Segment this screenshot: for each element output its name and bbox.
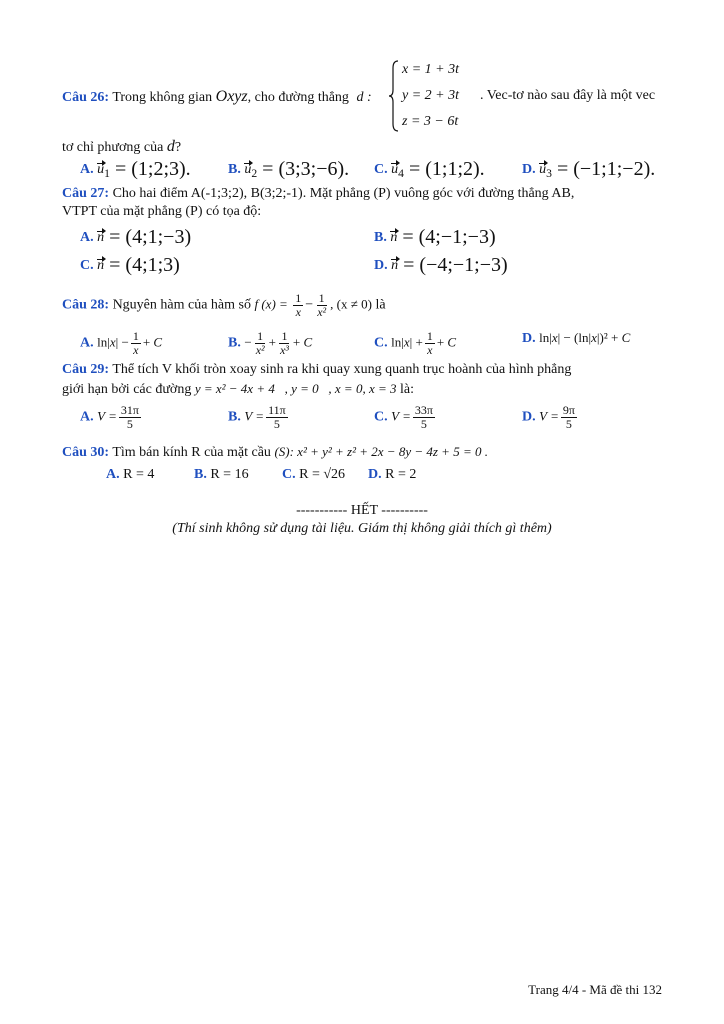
q28-tail: là <box>375 297 386 313</box>
q28-func: f (x) = <box>254 296 288 312</box>
q27-option-a[interactable]: A. n = (4;1;−3) <box>80 226 192 248</box>
q27-option-d[interactable]: D. n = (−4;−1;−3) <box>374 254 508 276</box>
q26-stem-line2 <box>62 138 662 156</box>
q29-stem-line2 <box>62 381 662 398</box>
q28-option-b[interactable]: B. − $\frac{1}{\text{x²}}$ + $\frac{1}{\text{x³}}$ + C <box>228 329 313 357</box>
q26-space: Oxyz <box>215 88 248 105</box>
q30-label: Câu 30: <box>62 445 110 460</box>
q29-tail: là: <box>399 382 414 397</box>
q30-text: Tìm bán kính R của mặt cầu <box>112 445 271 460</box>
q26-option-b[interactable]: B. $u_2$ = (3;3;−6). <box>228 158 350 180</box>
end-note: (Thí sinh không sử dụng tài liệu. Giám thị không giải thích gì thêm) <box>172 521 552 536</box>
q28-option-c[interactable]: C. ln|x| + $\frac{1}{x}$ + C <box>374 329 457 357</box>
q26-option-a[interactable]: A. $u_1$ = (1;2;3). <box>80 158 191 180</box>
q28-option-a[interactable]: A. ln|x| − $\frac{1}{x}$ + C <box>80 329 163 357</box>
q26-line2-end: ? <box>174 140 182 155</box>
q27-label: Câu 27: <box>62 186 110 201</box>
q29-option-c[interactable]: C. V = $\frac{33\pi}{5}$ <box>374 403 433 431</box>
q27-stem-line2: VTPT của mặt phẳng (P) có tọa độ: <box>62 204 262 219</box>
q28-stem: Câu 28: Nguyên hàm của hàm số f (x) = $\frac{1}{x}$ − $\frac{1}{\text{x²}}$ , (x ≠ 0) là <box>62 291 386 319</box>
q27-option-b[interactable]: B. n = (4;−1;−3) <box>374 226 496 248</box>
q28-frac-2: $\frac{1}{\text{x²}}$ <box>317 291 327 319</box>
q26-label: Câu 26: <box>62 90 110 105</box>
q26-line2-text: tơ chỉ phương của <box>62 140 164 155</box>
q29-text: Thể tích V khối tròn xoay sinh ra khi quay xung quanh trục hoành của hình phẳng <box>112 362 572 377</box>
q29-option-a[interactable]: A. V = $\frac{31\pi}{5}$ <box>80 403 139 431</box>
q30-option-b[interactable]: B. R = 16 <box>194 467 249 482</box>
q26-option-d[interactable]: D. $u_3$ = (−1;1;−2). <box>522 158 656 180</box>
q30-option-d[interactable]: D. R = 2 <box>368 467 417 482</box>
q29-curves: y = x² − 4x + 4 , y = 0 , x = 0, x = 3 <box>194 381 397 396</box>
q29-stem <box>62 362 662 378</box>
q30-option-c[interactable]: C. R = √26 <box>282 467 346 482</box>
q29-label: Câu 29: <box>62 362 110 377</box>
page-footer: Trang 4/4 - Mã đề thi 132 <box>528 982 662 997</box>
system-eq-y: y = 2 + 3t <box>402 88 459 103</box>
q26-text-before: Trong không gian <box>112 90 213 105</box>
q30-option-a[interactable]: A. R = 4 <box>106 467 155 482</box>
q27-option-c[interactable]: C. n = (4;1;3) <box>80 254 180 276</box>
q28-option-d[interactable]: D. ln|x| − (ln|x|)² + C <box>522 330 631 346</box>
end-mark: ----------- HẾT ---------- <box>296 503 428 518</box>
q28-text: Nguyên hàm của hàm số <box>112 297 251 313</box>
q28-label: Câu 28: <box>62 297 110 313</box>
q27-text: Cho hai điểm A(-1;3;2), B(3;2;-1). Mặt phẳng (P) vuông góc với đường thẳng AB, <box>112 186 575 201</box>
q26-line2-var: d <box>166 138 175 155</box>
q26-text-mid: , cho đường thẳng <box>247 90 349 105</box>
system-eq-x: x = 1 + 3t <box>402 62 459 77</box>
q28-frac-1: $\frac{1}{x}$ <box>295 291 302 319</box>
q29-text2: giới hạn bởi các đường <box>62 382 192 397</box>
q27-stem <box>62 186 662 202</box>
q30-equation: (S): x² + y² + z² + 2x − 8y − 4z + 5 = 0 . <box>274 444 488 459</box>
system-eq-z: z = 3 − 6t <box>402 114 459 129</box>
q29-option-d[interactable]: D. V = $\frac{9\pi}{5}$ <box>522 403 575 431</box>
q26-option-c[interactable]: C. $u_4$ = (1;1;2). <box>374 158 485 180</box>
q26-line-name: d : <box>356 90 372 105</box>
q28-cond: , (x ≠ 0) <box>330 296 372 312</box>
q30-stem <box>62 444 662 461</box>
q26-text-after: . Vec-tơ nào sau đây là một vec <box>480 88 656 103</box>
q29-option-b[interactable]: B. V = $\frac{11\pi}{5}$ <box>228 403 286 431</box>
